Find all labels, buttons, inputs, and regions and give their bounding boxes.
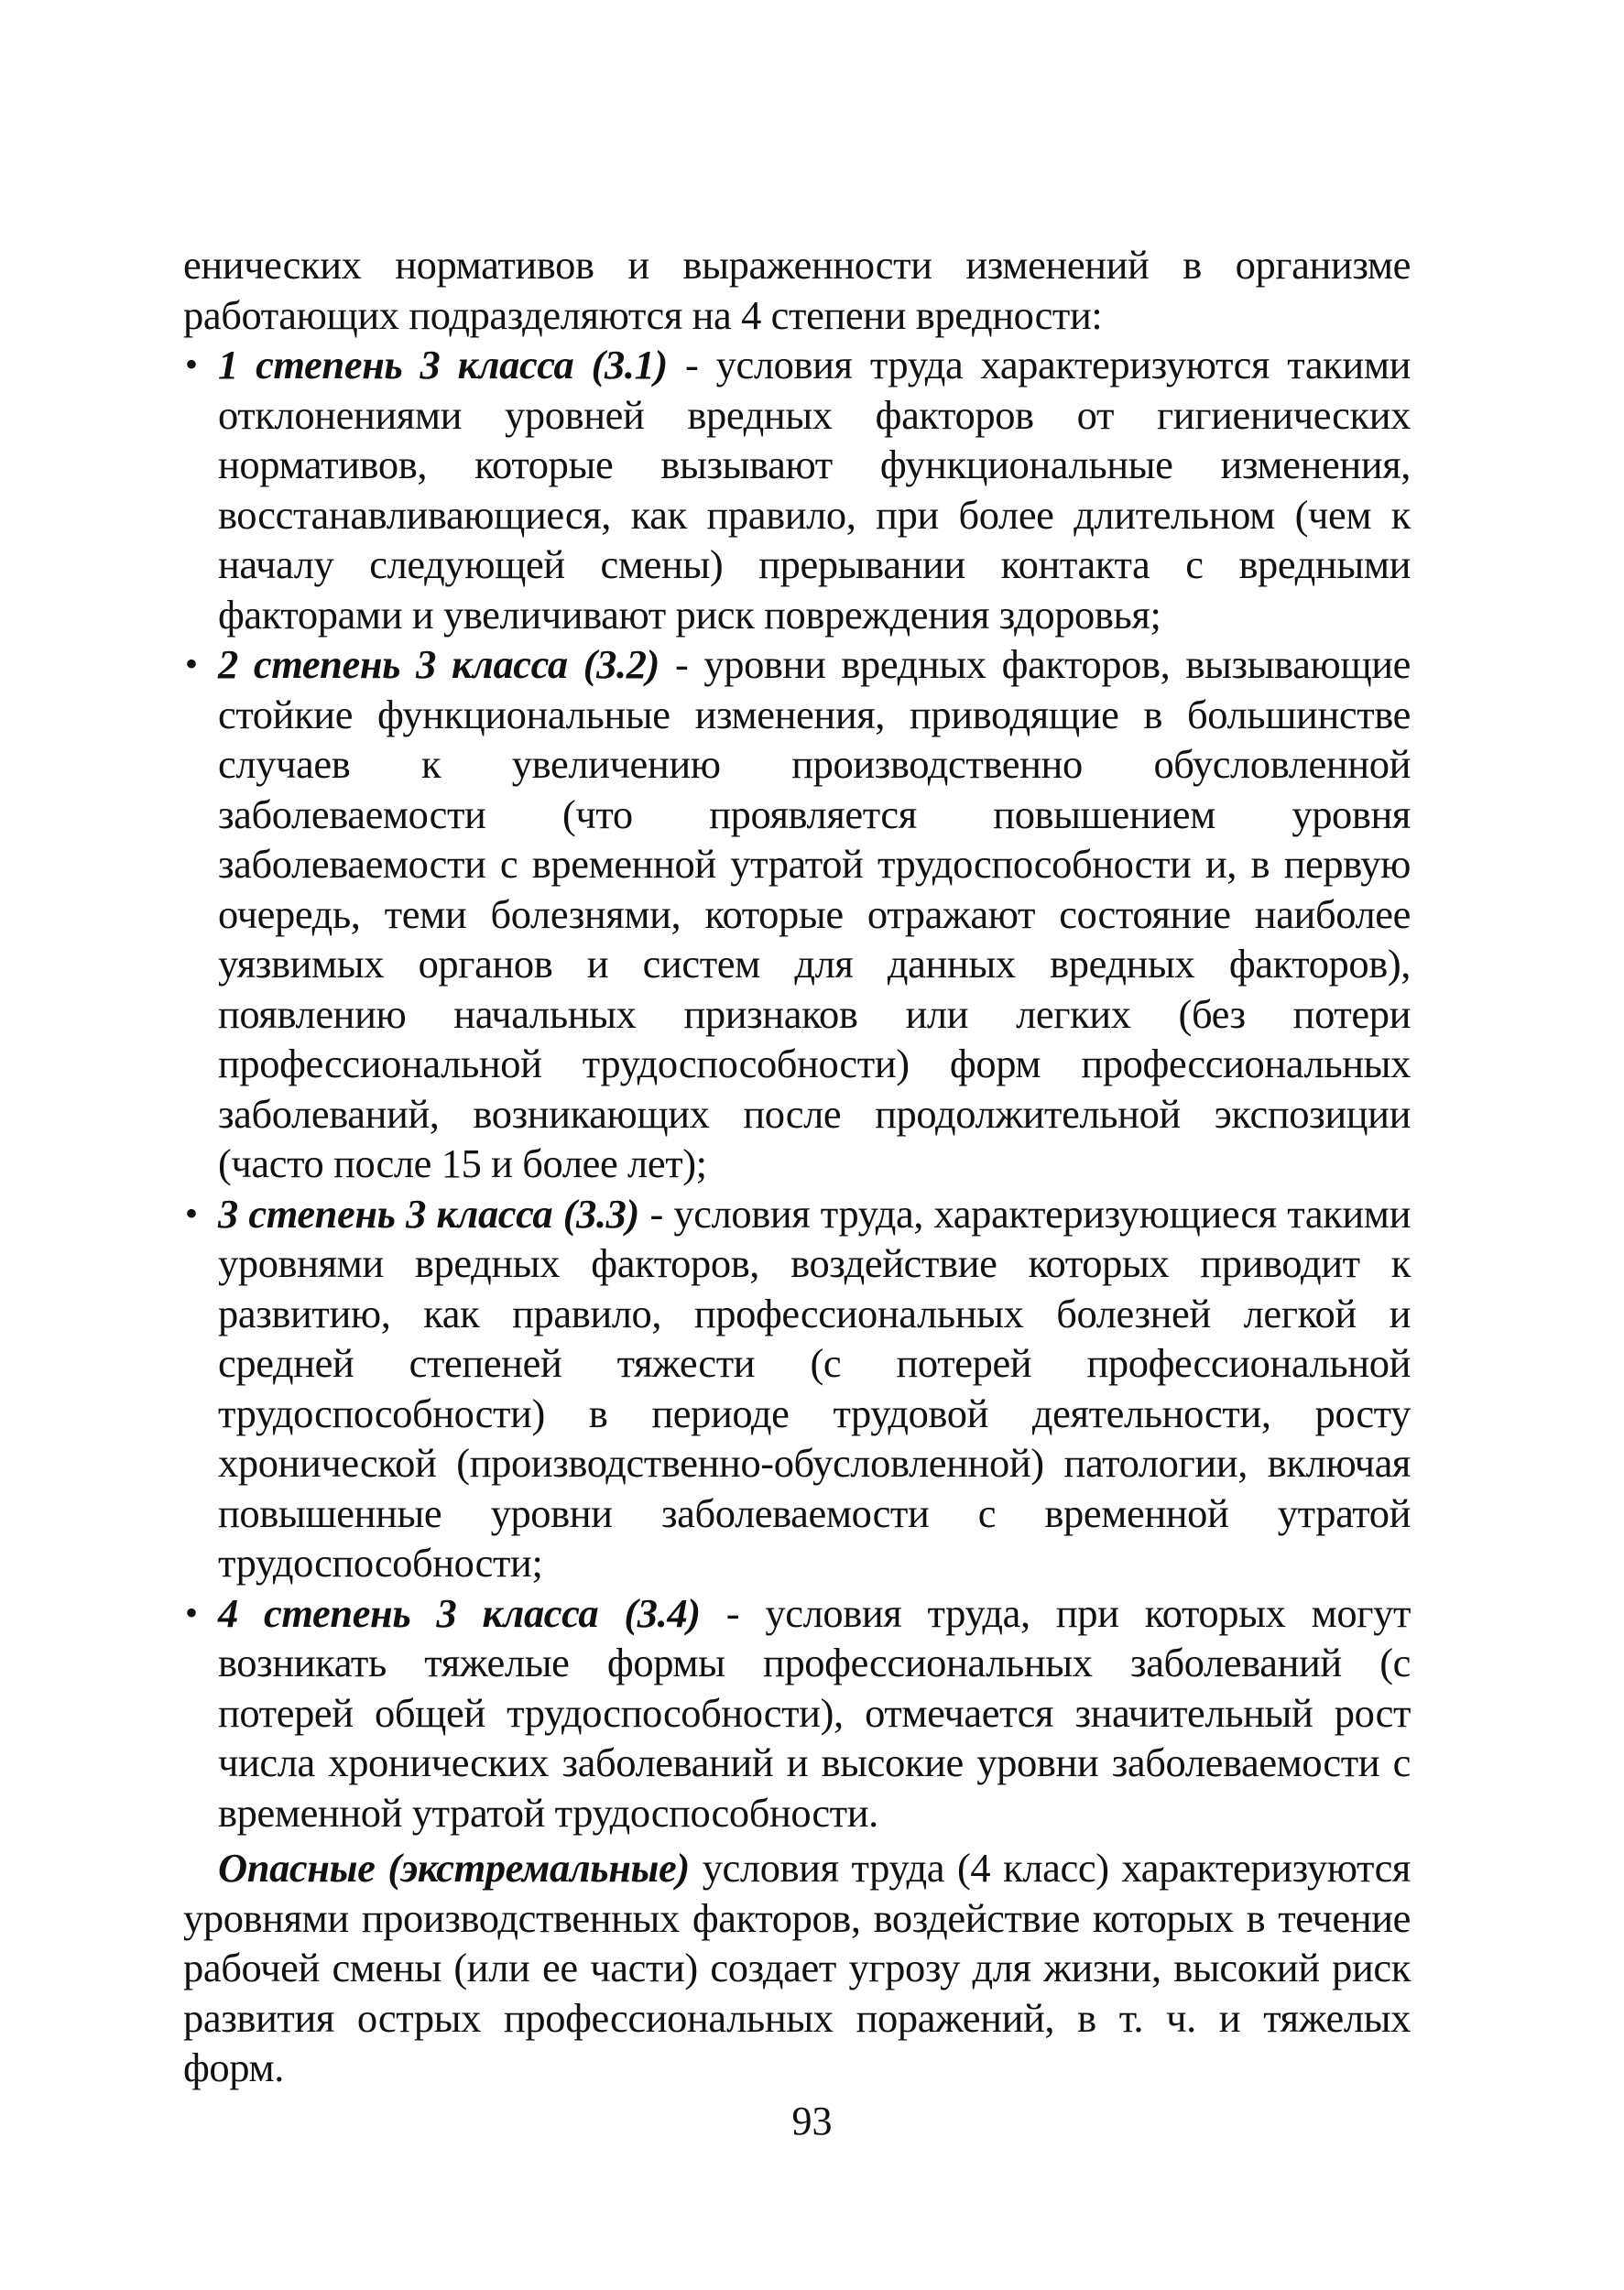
degree-term: 3 степень 3 класса (3.3) xyxy=(218,1190,639,1237)
page-number: 93 xyxy=(791,2099,833,2143)
degree-description: - уровни вредных факторов, вызывающие стойкие функциональные изменения, приводящие в большинстве случаев к увеличению производственно обусловленной заболеваемости (что проявляется повышением уровня заболеваемости с временной утратой трудоспособности и, в первую очередь, теми болезнями, которые отражают состояние наиболее уязвимых органов и систем для данных вредных факторов), появлению начальных признаков или легких (без потери профессиональной трудоспособности) форм профессиональных заболеваний, возникающих после продолжительной экспозиции (часто после 15 и более лет); xyxy=(218,641,1411,1186)
bullet-icon: • xyxy=(185,1591,198,1633)
page-body xyxy=(183,240,1411,2093)
degree-term: 1 степень 3 класса (3.1) xyxy=(218,342,668,387)
hazard-degree-list xyxy=(183,340,1411,1837)
intro-paragraph: енических нормативов и выраженности изменений в организме работающих подразделяются на 4 степени вредности: xyxy=(183,242,1411,338)
list-item xyxy=(183,340,1411,639)
bullet-icon: • xyxy=(185,344,198,385)
degree-description: - условия труда, при которых могут возникать тяжелые формы профессиональных заболеваний (с потерей общей трудоспособности), отмечается значительный рост числа хронических заболеваний и высокие уровни заболеваемости с временной утратой трудоспособности. xyxy=(218,1589,1411,1836)
list-item xyxy=(183,1588,1411,1838)
bullet-icon: • xyxy=(185,1192,198,1234)
list-item xyxy=(183,639,1411,1189)
degree-term: 4 степень 3 класса (3.4) xyxy=(218,1589,701,1636)
degree-description: - условия труда, характеризующиеся такими уровнями вредных факторов, воздействие которых приводит к развитию, как правило, профессиональных болезней легкой и средней степеней тяжести (с потерей профессиональной трудоспособности) в периоде трудовой деятельности, росту хронической (производственно-обусловленной) патологии, включая повышенные уровни заболеваемости с временной утратой трудоспособности; xyxy=(218,1190,1411,1586)
bullet-icon: • xyxy=(185,643,198,684)
hazardous-term: Опасные (экстремальные) xyxy=(218,1845,690,1891)
list-item xyxy=(183,1189,1411,1588)
hazardous-conditions-paragraph xyxy=(183,1843,1411,2093)
hazardous-description: условия труда (4 класс) характеризуются уровнями производственных факторов, воздействие которых в течение рабочей смены (или ее части) создает угрозу для жизни, высокий риск развития острых профессиональных поражений, в т. ч. и тяжелых форм. xyxy=(183,1845,1411,2090)
degree-description: - условия труда характеризуются такими отклонениями уровней вредных факторов от гигиенических нормативов, которые вызывают функциональные изменения, восстанавливающиеся, как правило, при более длительном (чем к началу следующей смены) прерывании контакта с вредными факторами и увеличивают риск повреждения здоровья; xyxy=(218,342,1411,638)
degree-term: 2 степень 3 класса (3.2) xyxy=(218,641,659,687)
